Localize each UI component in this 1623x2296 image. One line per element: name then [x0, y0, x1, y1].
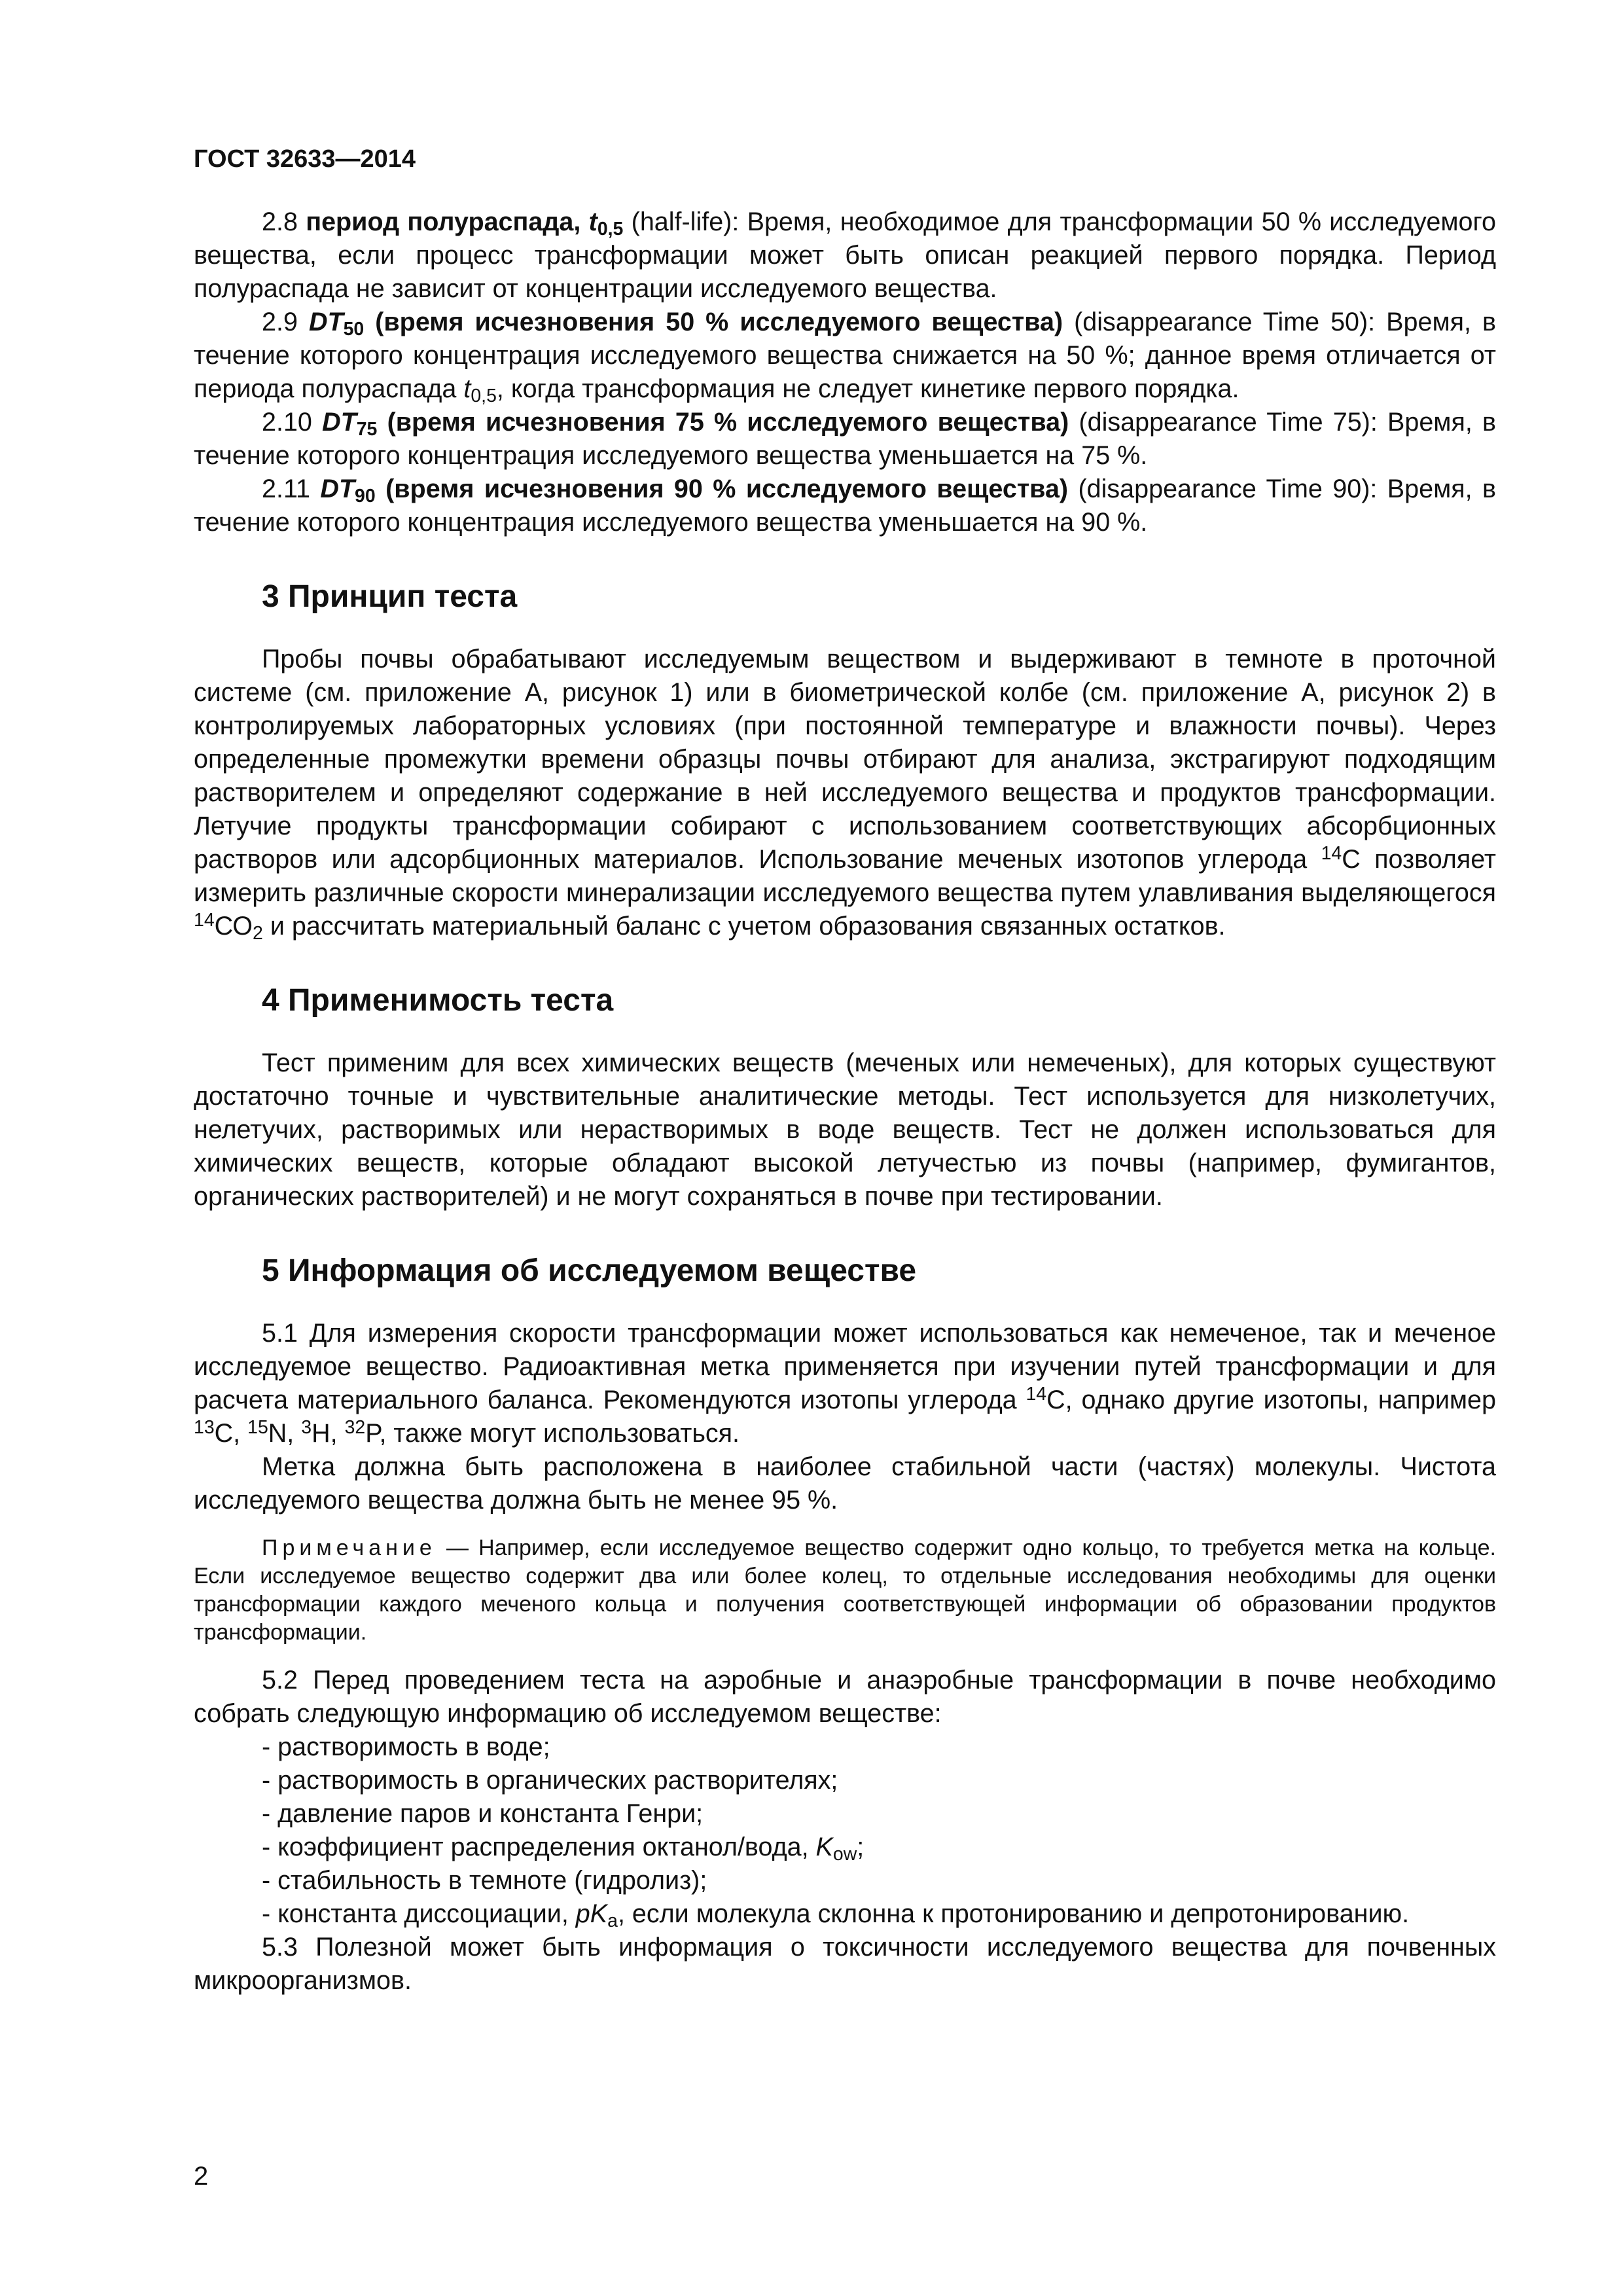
co2-formula: СО: [214, 912, 253, 941]
isotope-superscript: 14: [1026, 1384, 1047, 1405]
section-3-text: С позволяет измерить различные скорости минерализации исследуемого вещества путем улавливания выделяющегося: [194, 845, 1496, 907]
list-item: - растворимость в органических растворителях;: [262, 1766, 838, 1795]
definition-english: (disappearance Time 50):: [1074, 308, 1376, 336]
paragraph-5-1: [194, 1317, 1496, 1450]
section-4-heading: 4 Применимость теста: [262, 983, 614, 1018]
definition-english: (half-life):: [631, 207, 740, 236]
isotope-superscript: 15: [247, 1417, 268, 1439]
definition-text: Время, необходимое для трансформации 50 % исследуемого вещества, если процесс трансформации может быть описан реакцией первого порядка. Период полураспада не зависит от концентрации исследуемого вещества.: [194, 207, 1496, 303]
definition-2-10: [194, 406, 1496, 473]
definition-number: 2.8: [262, 207, 298, 236]
definition-number: 2.9: [262, 308, 298, 336]
definition-number: 2.11: [262, 475, 310, 503]
paragraph-text: 5.1 Для измерения скорости трансформации может использоваться как немеченое, так и меченое исследуемое вещество. Радиоактивная метка применяется при изучении путей трансформации и для расчета материального баланса. Рекомендуются изотопы углерода: [194, 1319, 1496, 1414]
paragraph-5-3: 5.3 Полезной может быть информация о токсичности исследуемого вещества для почвенных микроорганизмов.: [194, 1933, 1496, 1995]
definition-subscript: 75: [356, 419, 378, 440]
definition-subscript: 50: [343, 319, 365, 340]
definition-text: Время, в течение которого концентрация исследуемого вещества снижается на 50 %; данное время отличается от периода полураспада: [194, 308, 1496, 403]
paragraph-text: С, однако другие изотопы, например: [1046, 1386, 1496, 1414]
definition-text: Время, в течение которого концентрация исследуемого вещества уменьшается на 90 %.: [194, 475, 1496, 537]
list-item-end: , если молекула склонна к протонированию и депротонированию.: [617, 1899, 1410, 1928]
note-block: [194, 1534, 1496, 1647]
definition-term: период полураспада,: [306, 207, 581, 236]
paragraph-text: P, также могут использоваться.: [365, 1419, 740, 1448]
list-item: [194, 1897, 1496, 1931]
document-header: ГОСТ 32633—2014: [194, 145, 416, 173]
isotope-superscript: 14: [194, 910, 215, 931]
section-3-heading: 3 Принцип теста: [262, 579, 518, 614]
definition-term: (время исчезновения 90 % исследуемого вещества): [385, 475, 1069, 503]
list-item: - давление паров и константа Генри;: [262, 1799, 704, 1828]
definition-symbol: t: [588, 207, 597, 236]
paragraph-5-2: 5.2 Перед проведением теста на аэробные и анаэробные трансформации в почве необходимо собрать следующую информацию об исследуемом веществе:: [194, 1666, 1496, 1728]
document-page: [194, 143, 1496, 1998]
kow-subscript: ow: [832, 1844, 857, 1865]
kow-symbol: K: [815, 1833, 833, 1861]
definition-2-8: [194, 206, 1496, 306]
paragraph-text: H,: [312, 1419, 338, 1448]
definition-text-end: , когда трансформация не следует кинетике первого порядка.: [496, 374, 1240, 403]
definition-2-11: [194, 473, 1496, 539]
inline-subscript: 0,5: [471, 386, 497, 407]
list-item: [194, 1831, 1496, 1864]
definition-english: (disappearance Time 75):: [1079, 408, 1378, 437]
section-3-text: и рассчитать материальный баланс с учетом образования связанных остатков.: [270, 912, 1226, 941]
isotope-superscript: 13: [194, 1417, 215, 1439]
definition-subscript: 0,5: [597, 219, 624, 240]
list-item-end: ;: [857, 1833, 865, 1861]
property-list: [194, 1731, 1496, 1931]
pka-subscript: a: [607, 1910, 618, 1932]
definition-subscript: 90: [355, 486, 376, 507]
pka-symbol: pK: [575, 1899, 608, 1928]
isotope-superscript: 14: [1321, 843, 1342, 865]
co2-subscript: 2: [253, 923, 263, 944]
definition-symbol: DT: [322, 408, 357, 437]
note-text: — Например, если исследуемое вещество содержит одно кольцо, то требуется метка на кольце. Если исследуемое вещество содержит два или более колец, то отдельные исследования необходимы для оценки трансформации каждого меченого кольца и получения соответствующей информации об образовании продуктов трансформации.: [194, 1535, 1496, 1645]
list-item-text: - коэффициент распределения октанол/вода,: [262, 1833, 809, 1861]
section-3-text: Пробы почвы обрабатывают исследуемым веществом и выдерживают в темноте в проточной системе (см. приложение А, рисунок 1) или в биометрической колбе (см. приложение А, рисунок 2) в контролируемых лабораторных условиях (при постоянной температуре и влажности почвы). Через определенные промежутки времени образцы почвы отбирают для анализа, экстрагируют подходящим растворителем и определяют содержание в ней исследуемого вещества и продуктов трансформации. Летучие продукты трансформации собирают с использованием соответствующих абсорбционных растворов или адсорбционных материалов. Использование меченых изотопов углерода: [194, 645, 1496, 874]
section-3-paragraph: [194, 643, 1496, 943]
paragraph-text: С,: [214, 1419, 241, 1448]
page-number: 2: [194, 2162, 209, 2191]
definition-symbol: DT: [308, 308, 344, 336]
definition-term: (время исчезновения 75 % исследуемого вещества): [387, 408, 1069, 437]
paragraph-5-1-label: Метка должна быть расположена в наиболее стабильной части (частях) молекулы. Чистота исследуемого вещества должна быть не менее 95 %.: [194, 1452, 1496, 1515]
isotope-superscript: 32: [344, 1417, 366, 1439]
isotope-superscript: 3: [301, 1417, 312, 1439]
definition-term: (время исчезновения 50 % исследуемого вещества): [375, 308, 1063, 336]
inline-symbol: t: [463, 374, 471, 403]
definition-number: 2.10: [262, 408, 312, 437]
definition-english: (disappearance Time 90):: [1078, 475, 1378, 503]
list-item: - стабильность в темноте (гидролиз);: [262, 1866, 707, 1895]
paragraph-text: N,: [268, 1419, 294, 1448]
definition-text: Время, в течение которого концентрация исследуемого вещества уменьшается на 75 %.: [194, 408, 1496, 470]
definition-symbol: DT: [320, 475, 355, 503]
definition-2-9: [194, 306, 1496, 406]
section-4-paragraph: Тест применим для всех химических веществ (меченых или немеченых), для которых существуют достаточно точные и чувствительные аналитические методы. Тест используется для низколетучих, нелетучих, растворимых или нерастворимых в воде веществ. Тест не должен использоваться для химических веществ, которые обладают высокой летучестью из почвы (например, фумигантов, органических растворителей) и не могут сохраняться в почве при тестировании.: [194, 1049, 1496, 1211]
list-item: - растворимость в воде;: [262, 1732, 550, 1761]
section-5-heading: 5 Информация об исследуемом веществе: [262, 1253, 917, 1288]
list-item-text: - константа диссоциации,: [262, 1899, 569, 1928]
note-label: Примечание: [262, 1535, 437, 1560]
